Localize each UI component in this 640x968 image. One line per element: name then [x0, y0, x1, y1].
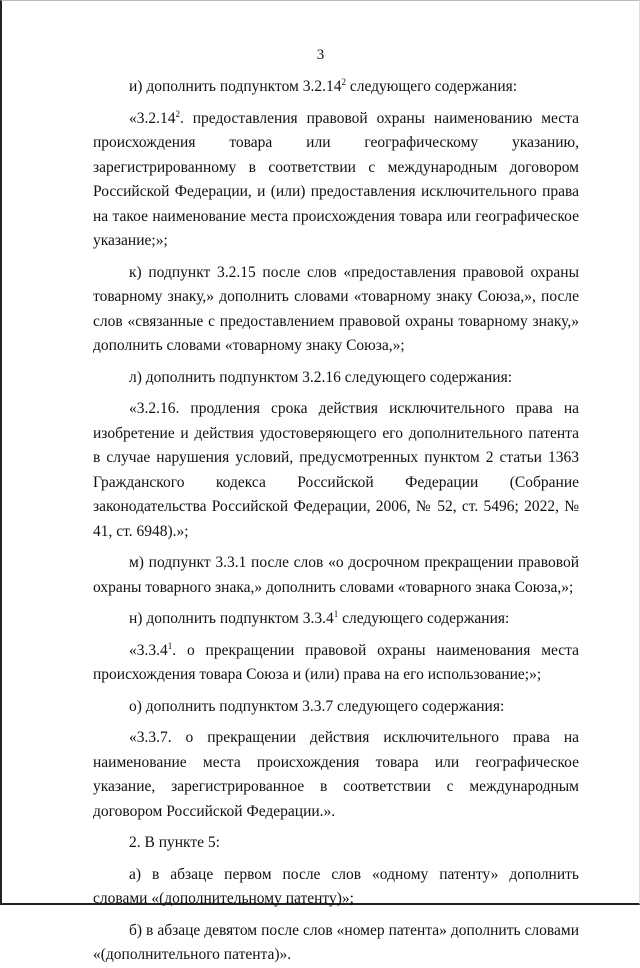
text-run: . о прекращении правовой охраны наименования места происхождения товара Союза и (или) права на его использование;»;	[93, 641, 579, 683]
superscript: 2	[341, 76, 346, 87]
text-run: «3.2.14	[129, 109, 176, 127]
page-number: 3	[316, 47, 325, 63]
paragraph-3	[93, 261, 579, 359]
paragraph-13	[93, 919, 579, 968]
document-body	[93, 75, 579, 968]
text-run: и) дополнить подпунктом 3.2.14	[129, 78, 342, 95]
paragraph-6	[93, 551, 579, 600]
paragraph-12	[93, 863, 579, 912]
text-run: следующего содержания:	[338, 610, 510, 627]
text-run: «3.3.4	[129, 641, 168, 659]
text-run: л) дополнить подпунктом 3.2.16 следующего содержания:	[129, 368, 513, 386]
superscript: 1	[333, 608, 339, 619]
text-run: следующего содержания:	[345, 78, 518, 95]
paragraph-10	[93, 726, 579, 824]
text-run: «3.2.16. продления срока действия исключительного права на изобретение и действия удостоверяющего его дополнительного патента в случае нарушения условий, предусмотренных пунктом 2 статьи 1363 Гражданского кодекса Российской Федерации (Собрание законодательства Российской Федерации, 2006, № 52, ст. 5496; 2022, № 41, ст. 6948).»;	[93, 400, 579, 540]
paragraph-11	[93, 831, 579, 856]
paragraph-8	[93, 639, 579, 688]
text-run: . предоставления правовой охраны наименованию места происхождения товара или географическому указанию, зарегистрированному в соответствии с международным договором Российской Федерации, и (или) предоставления исключительного права на такое наименование места происхождения товара или географическое указание;»;	[93, 109, 579, 249]
text-run: м) подпункт 3.3.1 после слов «о досрочном прекращении правовой охраны товарного знака,» дополнить словами «товарного знака Союза,»;	[93, 554, 579, 596]
text-run: к) подпункт 3.2.15 после слов «предоставления правовой охраны товарному знаку,» дополнить словами «товарному знаку Союза,», после слов «связанные с предоставлением правовой охраны товарному знаку,» дополнить словами «товарному знаку Союза,»;	[93, 263, 579, 354]
text-run: а) в абзаце первом после слов «одному патенту» дополнить словами «(дополнительному патенту)»;	[93, 865, 579, 907]
paragraph-4	[93, 366, 579, 391]
paragraph-5	[93, 397, 579, 544]
text-run: б) в абзаце девятом после слов «номер патента» дополнить словами «(дополнительного патента)».	[93, 921, 579, 963]
paragraph-7	[93, 607, 579, 632]
text-run: о) дополнить подпунктом 3.3.7 следующего содержания:	[129, 697, 505, 715]
superscript: 2	[175, 108, 180, 119]
text-run: 2. В пункте 5:	[129, 834, 220, 851]
text-run: н) дополнить подпунктом 3.3.4	[129, 610, 334, 627]
paragraph-2	[93, 107, 579, 254]
paragraph-9	[93, 695, 579, 720]
paragraph-1	[93, 75, 579, 100]
superscript: 1	[167, 640, 173, 651]
text-run: «3.3.7. о прекращении действия исключительного права на наименование места происхождения товара или географическое указание, зарегистрированное в соответствии с международным договором Российской Федерации.».	[93, 729, 579, 820]
